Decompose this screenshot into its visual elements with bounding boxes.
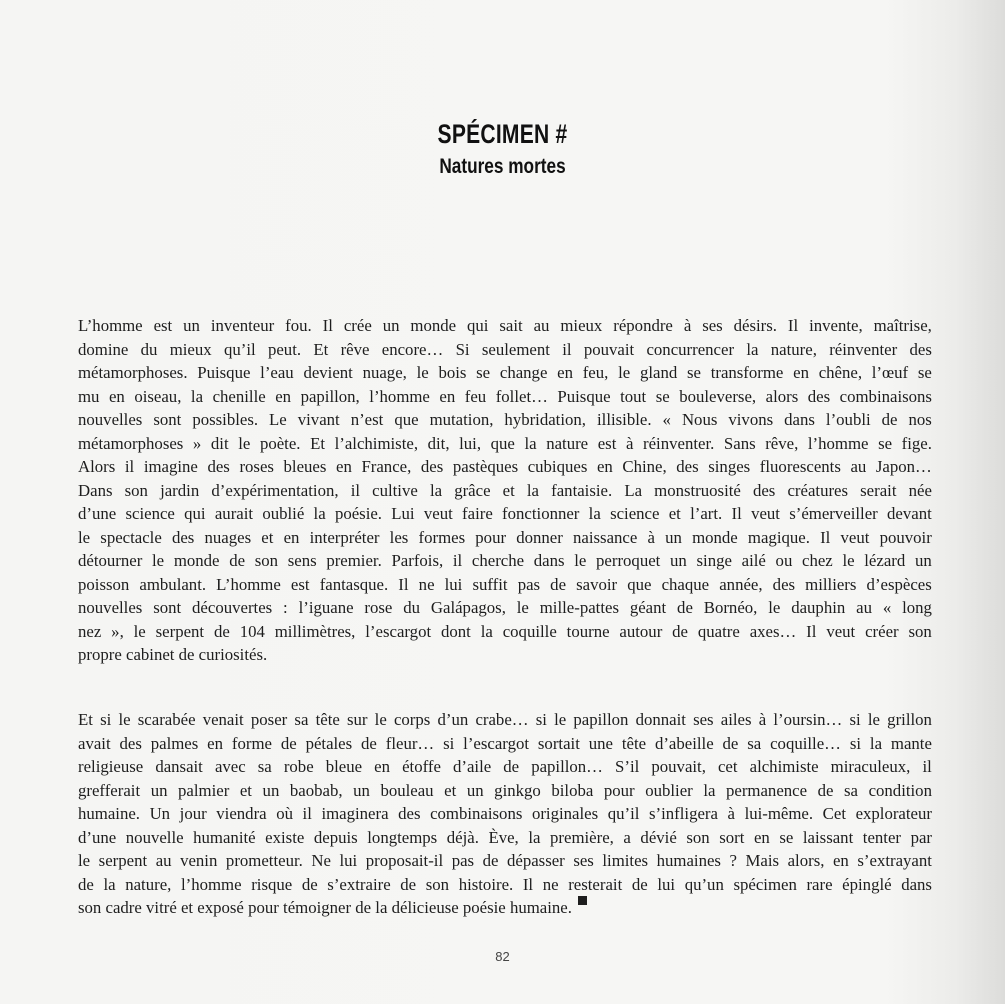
paragraph-2 — [78, 708, 932, 920]
text-line: domine du mieux qu’il peut. Et rêve encore… Si seulement il pouvait concurrencer la nature, réinventer des — [78, 339, 932, 359]
paragraph-1 — [78, 314, 932, 667]
text-line: le serpent au venin prometteur. Ne lui proposait-il pas de dépasser ses limites humaines ? Mais alors, en s’extrayant — [78, 851, 932, 870]
text-line: Alors il imagine des roses bleues en France, des pastèques cubiques en Chine, des singes fluorescents au Japon… — [78, 457, 932, 476]
text-line: humaine. Un jour viendra où il imaginera des combinaisons originales qu’il s’infligera à lui-même. Cet explorateur — [78, 804, 932, 823]
text-line: religieuse dansait avec sa robe bleue en étoffe d’aile de papillon… S’il pouvait, cet alchimiste miraculeux, il — [78, 757, 932, 776]
text-line: propre cabinet de curiosités. — [78, 645, 268, 664]
text-line: nouvelles sont découvertes : l’iguane rose du Galápagos, le mille-pattes géant de Bornéo, le dauphin au « long — [78, 598, 932, 617]
text-line: grefferait un palmier et un baobab, un bouleau et un ginkgo biloba pour oublier la permanence de sa condition — [78, 780, 932, 800]
text-line: le spectacle des nuages et en interpréter les formes pour donner naissance à un monde magique. Il veut pouvoir — [78, 527, 932, 547]
text-line: son cadre vitré et exposé pour témoigner de la délicieuse poésie humaine. — [78, 896, 932, 920]
text-line: détourner le monde de son sens premier. Parfois, il cherche dans le perroquet un singe ailé ou chez le lézard un — [78, 551, 932, 570]
text-line: poisson ambulant. L’homme est fantasque. Il ne lui suffit pas de savoir que chaque année, des milliers d’espèces — [78, 574, 932, 594]
text-line: nouvelles sont possibles. Le vivant n’est que mutation, hybridation, illisible. « Nous vivons dans l’oubli de nos — [78, 410, 932, 429]
text-line: nez », le serpent de 104 millimètres, l’escargot dont la coquille tourne autour de quatre axes… Il veut créer son — [78, 621, 932, 641]
text-line: avait des palmes en forme de pétales de fleur… si l’escargot sortait une tête d’abeille de sa coquille… si la mante — [78, 733, 932, 753]
page-number: 82 — [495, 949, 510, 964]
text-line: L’homme est un inventeur fou. Il crée un monde qui sait au mieux répondre à ses désirs. Il invente, maîtrise, — [78, 316, 932, 335]
text-line: d’une nouvelle humanité existe depuis longtemps déjà. Ève, la première, a dévié son sort en se laissant tenter par — [78, 827, 932, 847]
text-line: mu en oiseau, la chenille en papillon, l’homme en feu follet… Puisque tout se bouleverse, alors des combinaisons — [78, 386, 932, 406]
end-of-article-square-icon — [578, 896, 587, 905]
text-line: de la nature, l’homme risque de s’extraire de son histoire. Il ne resterait de lui qu’un spécimen rare épinglé dans — [78, 874, 932, 894]
text-line: métamorphoses. Puisque l’eau devient nuage, le bois se change en feu, le gland se transforme en chêne, l’œuf se — [78, 363, 932, 382]
page-title: SPÉCIMEN # — [437, 119, 568, 149]
page-subtitle: Natures mortes — [439, 155, 566, 178]
text-line: Dans son jardin d’expérimentation, il cultive la grâce et la fantaisie. La monstruosité des créatures serait née — [78, 480, 932, 500]
text-line: d’une science qui aurait oublié la poésie. Lui veut faire fonctionner la science et l’art. Il veut s’émerveiller devant — [78, 504, 932, 523]
text-line: Et si le scarabée venait poser sa tête sur le corps d’un crabe… si le papillon donnait ses ailes à l’oursin… si le grillon — [78, 710, 932, 729]
heading-block — [0, 118, 1005, 180]
text-line: métamorphoses » dit le poète. Et l’alchimiste, dit, lui, que la nature est à réinventer. Sans rêve, l’homme se fige. — [78, 433, 932, 453]
